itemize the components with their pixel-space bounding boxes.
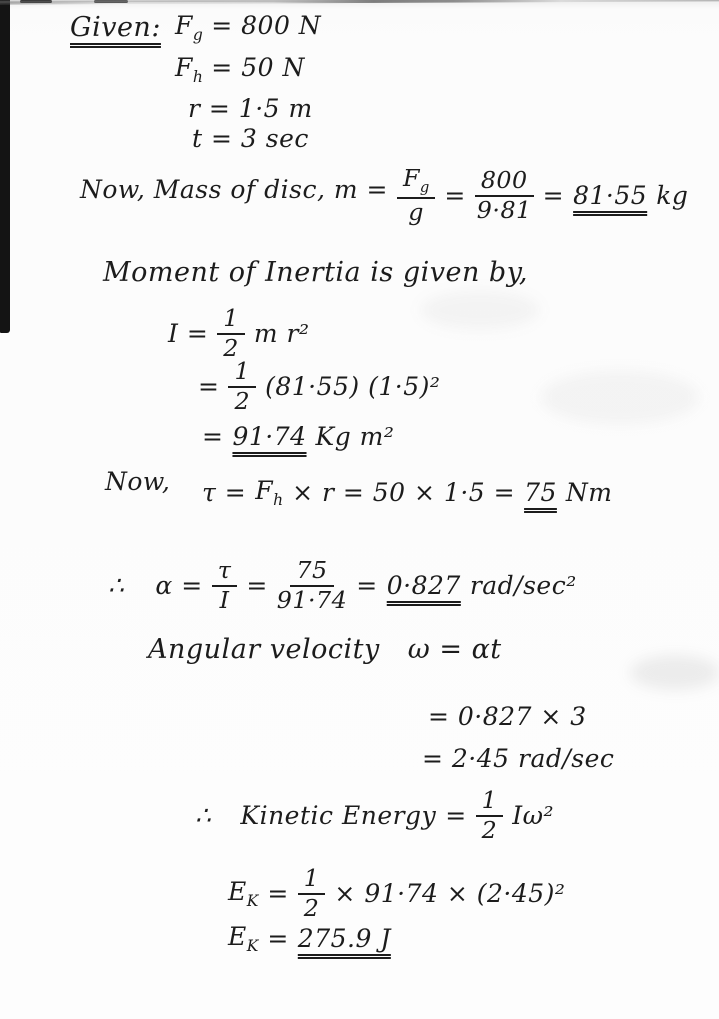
fraction-800-over-981: [475, 168, 534, 223]
moment-of-inertia-header: Moment of Inertia is given by,: [103, 257, 528, 288]
paper-crease-line-faint: [0, 0, 390, 3]
fraction-75-over-9174: $\frac{75}{91\cdot 74}$: [276, 556, 348, 614]
fg-symbol: F: [175, 11, 193, 40]
paper-smudge: [540, 370, 700, 425]
fraction-one-half: $\frac{1}{2}$: [217, 306, 245, 361]
energy-symbol: $E_K$: [228, 922, 259, 955]
angular-velocity-substitution: = 0·827 × 3: [428, 702, 587, 731]
fh-value: = 50 N: [211, 53, 305, 82]
scan-edge-artifact-top-2: [94, 0, 128, 3]
inertia-substitution-line: [198, 359, 440, 414]
given-label: Given:: [70, 12, 161, 43]
therefore-symbol: ∴: [108, 571, 125, 601]
torque-lhs: τ =: [202, 478, 247, 507]
alpha-equation-line: [108, 558, 577, 613]
energy-result: 275.9 J: [297, 924, 391, 953]
scan-edge-artifact-left: [0, 0, 10, 333]
angular-velocity-label: Angular velocity: [148, 634, 380, 665]
mass-result: 81·55: [573, 181, 648, 211]
inertia-unit: Kg m²: [315, 422, 395, 451]
inertia-substitution-values: (81·55) (1·5)²: [265, 372, 441, 402]
alpha-lhs: α =: [155, 571, 203, 601]
mass-unit: kg: [656, 181, 689, 211]
fraction-one-half: $\frac{1}{2}$: [298, 866, 326, 921]
equals-sign: =: [202, 422, 224, 451]
angular-velocity-result: = 2·45 rad/sec: [422, 744, 615, 773]
equals-sign: =: [356, 571, 378, 601]
torque-equation-line: [202, 476, 612, 509]
inertia-result-line: [202, 422, 394, 451]
fh-subscript: h: [192, 68, 203, 86]
paper-smudge: [420, 290, 540, 330]
kinetic-energy-rhs: Iω²: [512, 801, 555, 831]
equals-sign: =: [246, 571, 268, 601]
fraction-denominator: 9·81: [476, 195, 532, 224]
kinetic-energy-formula-line: [195, 788, 554, 843]
energy-symbol: $E_K$: [228, 877, 259, 911]
scan-edge-artifact-top-1: [20, 0, 52, 3]
kinetic-energy-label: Kinetic Energy: [240, 801, 437, 831]
equals-sign: =: [198, 372, 220, 402]
fg-value: = 800 N: [211, 11, 322, 40]
alpha-result: 0·827: [386, 571, 461, 601]
equals-sign: =: [444, 181, 466, 211]
given-fh-line: [175, 53, 305, 86]
equals-sign: =: [267, 924, 289, 953]
energy-substitution-line: [228, 866, 565, 921]
force-symbol: $F_h$: [255, 476, 284, 509]
mass-prefix: Now, Mass of disc, m =: [80, 175, 388, 205]
equals-sign: =: [445, 801, 467, 831]
fraction-numerator: $F_g$: [397, 166, 435, 199]
paper-crease-line-faint-2: [0, 0, 470, 2]
torque-result: 75: [524, 478, 557, 507]
torque-now-label: Now,: [105, 467, 171, 496]
therefore-symbol: ∴: [195, 801, 212, 831]
torque-unit: Nm: [565, 478, 613, 507]
fraction-fg-over-g: [397, 166, 435, 225]
inertia-result: 91·74: [232, 422, 307, 451]
fraction-one-half: $\frac{1}{2}$: [228, 359, 256, 414]
given-fg-line: [175, 11, 321, 44]
fraction-denominator: g: [408, 197, 424, 226]
alpha-unit: rad/sec²: [469, 571, 577, 601]
fh-symbol: F: [175, 53, 193, 82]
fraction-tau-over-i: $\frac{\tau}{I}$: [212, 558, 238, 613]
inertia-formula-line: [168, 306, 310, 361]
energy-result-line: [228, 922, 391, 955]
angular-velocity-line: [148, 634, 502, 665]
inertia-lhs: I =: [168, 319, 209, 349]
energy-substitution-values: × 91·74 × (2·45)²: [334, 879, 566, 909]
given-radius-line: r = 1·5 m: [188, 94, 313, 123]
torque-mid: × r = 50 × 1·5 =: [292, 478, 516, 507]
fg-subscript: g: [192, 26, 203, 44]
equals-sign: =: [542, 181, 565, 211]
paper-smudge: [630, 655, 719, 690]
inertia-rhs: m r²: [253, 319, 310, 349]
equals-sign: =: [267, 879, 289, 909]
mass-equation-line: [80, 166, 688, 225]
angular-velocity-formula: ω = αt: [407, 634, 502, 665]
fraction-one-half: $\frac{1}{2}$: [476, 788, 504, 843]
given-time-line: t = 3 sec: [192, 124, 309, 153]
fraction-numerator: 800: [475, 168, 534, 197]
